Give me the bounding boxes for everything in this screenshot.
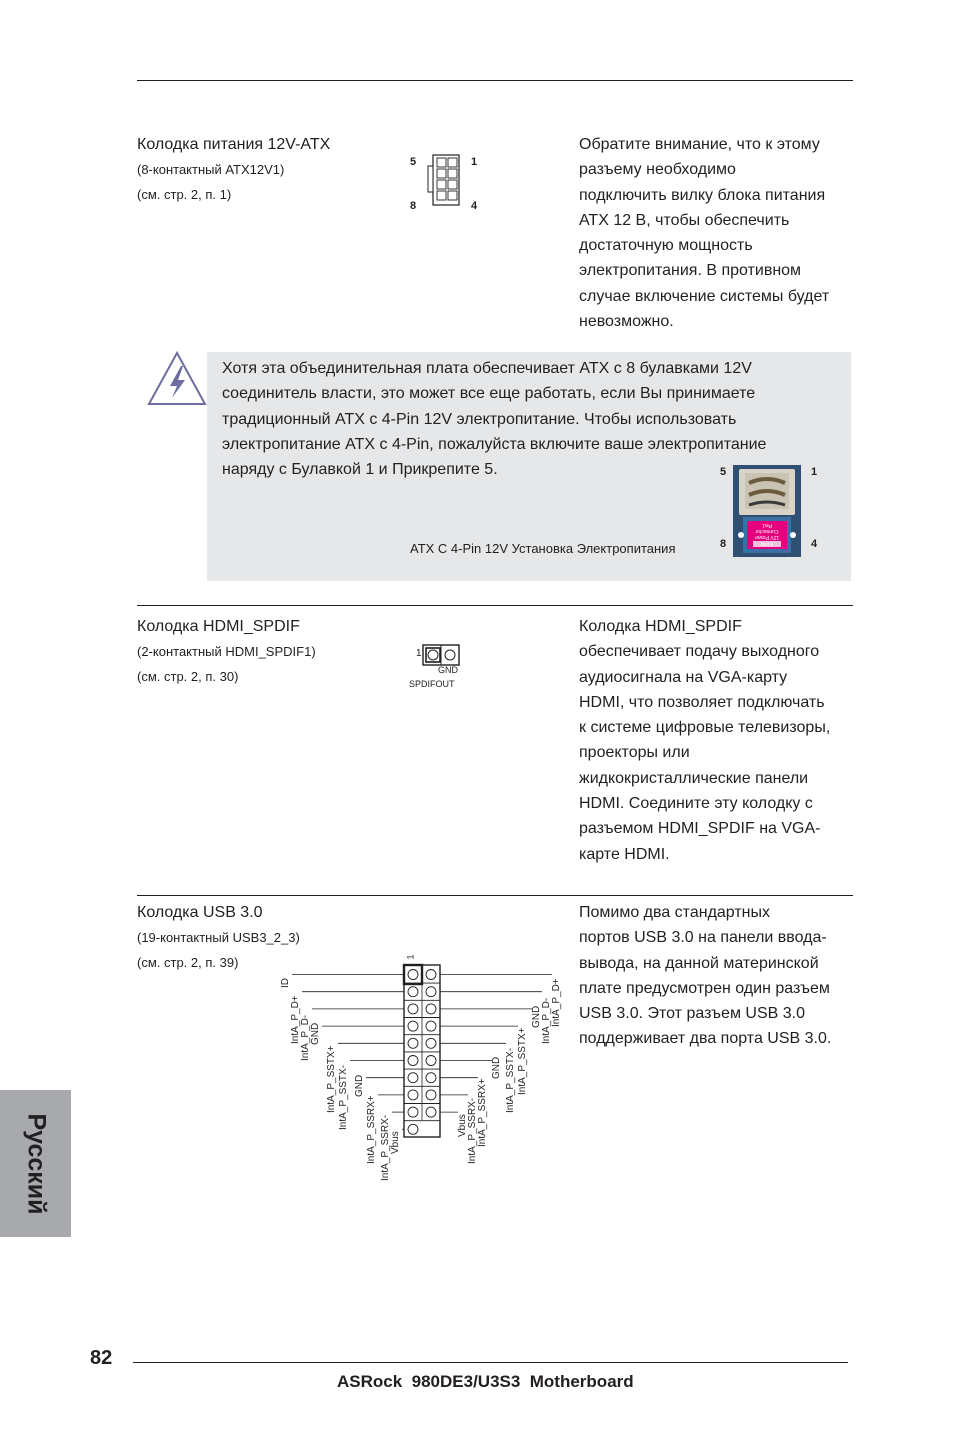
hdmi-gnd-label: GND xyxy=(438,665,458,675)
page-number: 82 xyxy=(90,1347,113,1369)
usb-left-pin-label: IntA_P_SSTX+ xyxy=(326,1044,337,1113)
usb-connector-diagram xyxy=(270,950,570,1182)
photo-pin-4: 4 xyxy=(811,538,818,550)
hdmi-connector-diagram xyxy=(409,641,472,693)
usb-left-pin-label: ID xyxy=(280,977,291,988)
language-label: Русский xyxy=(22,1112,50,1215)
usb-right-pin-label: Vbus xyxy=(457,1113,468,1137)
usb-right-pin-label: IntA_P_SSTX- xyxy=(505,1047,516,1113)
footer-product: ASRock 980DE3/U3S3 Motherboard xyxy=(337,1372,634,1391)
hdmi-ref: (см. стр. 2, п. 30) xyxy=(137,669,239,684)
usb-left-pin-label: Vbus xyxy=(390,1130,401,1154)
usb-description: Помимо два стандартных портов USB 3.0 на панели ввода- вывода, на данной материнской плате предусмотрен один разъем USB 3.0. Этот разъем USB 3.0 поддерживает два порта USB 3.0. xyxy=(579,904,832,1048)
usb-left-pin-label: IntA_P_D- xyxy=(300,1015,311,1062)
atx-connector-icon xyxy=(425,154,465,206)
photo-pin-8: 8 xyxy=(720,538,727,550)
atx-pin-4: 4 xyxy=(471,200,478,212)
hdmi-rule xyxy=(137,605,853,606)
usb-pin-1: 1 xyxy=(405,954,416,960)
atx-ref: (см. стр. 2, п. 1) xyxy=(137,187,232,202)
usb-left-pin-label: GND xyxy=(310,1022,321,1045)
usb-right-pin-label: IntA_P_D- xyxy=(541,997,552,1045)
hdmi-subtitle: (2-контактный HDMI_SPDIF1) xyxy=(137,644,316,659)
atx-pin-1: 1 xyxy=(471,156,478,168)
photo-pin-5: 5 xyxy=(720,466,727,478)
footer-rule xyxy=(133,1362,848,1363)
usb-left-pin-label: IntA_P_SSRX+ xyxy=(366,1095,377,1165)
usb-left-pin-label: IntA_P_SSRX- xyxy=(380,1115,391,1182)
hdmi-pin-1: 1 xyxy=(416,648,422,659)
usb-left-pin-label: IntA_P_D+ xyxy=(290,995,301,1045)
hdmi-spdifout-label: SPDIFOUT xyxy=(409,679,455,689)
hdmi-description: Колодка HDMI_SPDIF обеспечивает подачу выходного аудиосигнала на VGA-карту HDMI, что позволяет подключать к системе цифровые телевизоры, проекторы или жидкокристаллические панели HDMI. Соедините эту колодку с разъемом HDMI_SPDIF на VGA- карте HDMI. xyxy=(579,618,831,863)
usb-ref: (см. стр. 2, п. 39) xyxy=(137,955,239,970)
usb-right-pin-label: IntA_P_D+ xyxy=(551,978,562,1027)
atx-title: Колодка питания 12V-ATX xyxy=(137,136,331,153)
usb-subtitle: (19-контактный USB3_2_3) xyxy=(137,930,300,945)
photo-label: 8 PIN 12V Power Connector Pin1 xyxy=(754,522,780,546)
usb-title: Колодка USB 3.0 xyxy=(137,904,263,921)
top-rule xyxy=(137,80,853,81)
note-text: Хотя эта объединительная плата обеспечивает ATX с 8 булавками 12V соединитель власти, это может все еще работать, если Вы принимаете традиционный ATX с 4-Pin 12V электропитание. Чтобы использовать электропитание ATX с 4-Pin, пожалуйста включите ваше электропитание наряду с Булавкой 1 и Прикрепите 5. xyxy=(222,360,767,479)
usb-right-pin-label: IntA_P_SSRX+ xyxy=(477,1078,488,1147)
warning-icon xyxy=(146,350,208,408)
usb-right-pin-label: IntA_P_SSRX- xyxy=(467,1097,478,1165)
usb-rule xyxy=(137,895,853,896)
atx-connector-diagram xyxy=(405,150,485,212)
note-photo-diagram xyxy=(716,462,826,560)
hdmi-title: Колодка HDMI_SPDIF xyxy=(137,618,300,635)
usb-right-pin-label: GND xyxy=(491,1057,502,1080)
usb-right-pin-label: IntA_P_SSTX+ xyxy=(517,1027,528,1096)
note-caption: ATX С 4-Pin 12V Установка Электропитания xyxy=(410,541,676,556)
atx-pin-5: 5 xyxy=(410,156,417,168)
atx-subtitle: (8-контактный ATX12V1) xyxy=(137,162,285,177)
photo-pin-1: 1 xyxy=(811,466,818,478)
usb-right-pin-label: GND xyxy=(531,1005,542,1028)
usb-left-pin-label: IntA_P_SSTX- xyxy=(338,1064,349,1130)
atx-description: Обратите внимание, что к этому разъему необходимо подключить вилку блока питания АТХ 12 В, чтобы обеспечить достаточную мощность электропитания. В противном случае включение системы будет невозможно. xyxy=(579,136,830,331)
hdmi-connector-icon xyxy=(422,644,462,666)
language-tab xyxy=(0,1090,71,1237)
atx-pin-8: 8 xyxy=(410,200,417,212)
usb-left-pin-label: GND xyxy=(354,1074,365,1097)
